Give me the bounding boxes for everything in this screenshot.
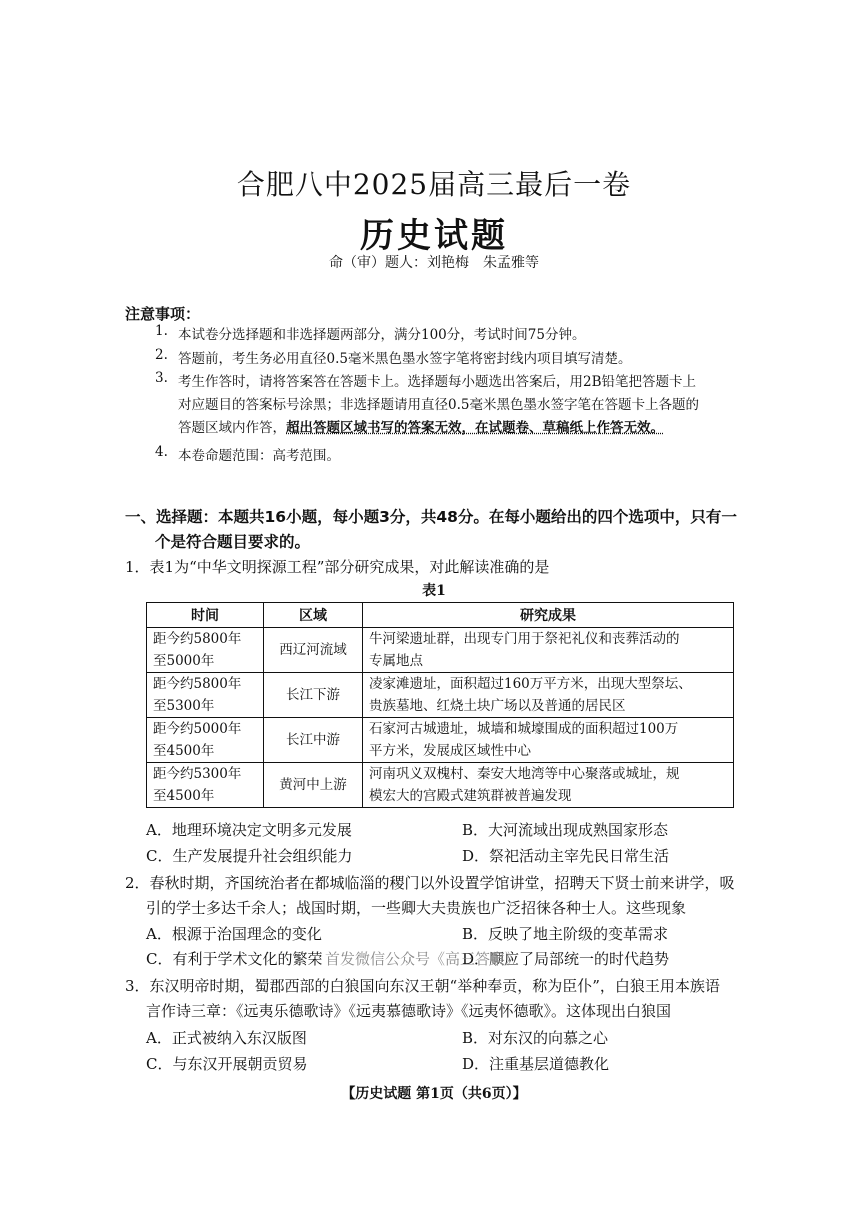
result-line: 模宏大的宫殿式建筑群被普遍发现 [369, 788, 572, 804]
region-cell: 西辽河流域 [264, 628, 363, 673]
result-line: 凌家滩遗址，面积超过160万平方米，出现大型祭坛、 [369, 676, 692, 692]
table-header: 研究成果 [363, 603, 734, 628]
region-cell: 长江下游 [264, 673, 363, 718]
watermark-text: 首发微信公众号《高三答案》 [325, 950, 521, 968]
q3-option-b[interactable]: B．对东汉的向慕之心 [462, 1029, 609, 1047]
notice-text: 答题区域内作答， [178, 420, 286, 436]
result-line: 石家河古城遗址，城墙和城壕围成的面积超过100万 [369, 721, 679, 737]
time-cell [147, 628, 264, 673]
notice-emphasis: 超出答题区域书写的答案无效，在试题卷、草稿纸上作答无效。 [286, 420, 664, 436]
notice-num: 2. [155, 347, 168, 363]
notice-text: 答题前，考生务必用直径0.5毫米黑色墨水签字笔将密封线内项目填写清楚。 [178, 351, 632, 367]
q1-option-a[interactable]: A．地理环境决定文明多元发展 [146, 821, 352, 839]
table-row [147, 718, 734, 763]
time-line: 至4500年 [153, 788, 215, 804]
time-line: 距今约5000年 [153, 721, 242, 737]
section-heading: 一、选择题：本题共16小题，每小题3分，共48分。在每小题给出的四个选项中，只有一 [125, 508, 737, 526]
result-cell [363, 628, 734, 673]
research-table [146, 602, 734, 808]
q1-option-d[interactable]: D．祭祀活动主宰先民日常生活 [462, 847, 670, 865]
notice-text-last [178, 416, 664, 436]
table-row [147, 763, 734, 808]
result-line: 贵族墓地、红烧土块广场以及普通的居民区 [369, 698, 626, 714]
time-cell [147, 718, 264, 763]
notice-num: 3. [155, 370, 168, 386]
q2-option-c[interactable]: C．有利于学术文化的繁荣 [146, 950, 323, 968]
q3-option-a[interactable]: A．正式被纳入东汉版图 [146, 1029, 307, 1047]
q1-option-b[interactable]: B．大河流域出现成熟国家形态 [462, 821, 669, 839]
q2-option-d[interactable]: D．顺应了局部统一的时代趋势 [462, 950, 670, 968]
table-header-row [147, 603, 734, 628]
notice-text: 考生作答时，请将答案答在答题卡上。选择题每小题选出答案后，用2B铅笔把答题卡上 [178, 374, 697, 390]
time-line: 距今约5800年 [153, 676, 242, 692]
time-line: 至5300年 [153, 698, 215, 714]
school-title: 合肥八中2025届高三最后一卷 [236, 168, 632, 201]
section-heading-cont: 个是符合题目要求的。 [155, 533, 311, 551]
q3-stem-cont: 言作诗三章：《远夷乐德歌诗》《远夷慕德歌诗》《远夷怀德歌》。这体现出白狼国 [146, 1002, 672, 1020]
region-cell: 长江中游 [264, 718, 363, 763]
result-cell [363, 763, 734, 808]
q2-option-b[interactable]: B．反映了地主阶级的变革需求 [462, 925, 669, 943]
q1-stem: 1．表1为“中华文明探源工程”部分研究成果，对此解读准确的是 [125, 558, 550, 576]
table-row [147, 673, 734, 718]
notice-text: 对应题目的答案标号涂黑；非选择题请用直径0.5毫米黑色墨水签字笔在答题卡上各题的 [178, 397, 699, 413]
q3-stem: 3．东汉明帝时期，蜀郡西部的白狼国向东汉王朝“举种奉贡，称为臣仆”，白狼王用本族语 [125, 977, 720, 995]
q3-option-c[interactable]: C．与东汉开展朝贡贸易 [146, 1055, 308, 1073]
result-cell [363, 673, 734, 718]
time-line: 至5000年 [153, 653, 215, 669]
time-line: 至4500年 [153, 743, 215, 759]
time-line: 距今约5800年 [153, 631, 242, 647]
notice-text: 本试卷分选择题和非选择题两部分，满分100分，考试时间75分钟。 [178, 327, 586, 343]
table-caption: 表1 [422, 583, 446, 599]
q2-option-a[interactable]: A．根源于治国理念的变化 [146, 925, 322, 943]
time-cell [147, 763, 264, 808]
region-cell: 黄河中上游 [264, 763, 363, 808]
q3-option-d[interactable]: D．注重基层道德教化 [462, 1055, 610, 1073]
table-header: 时间 [147, 603, 264, 628]
result-line: 平方米，发展成区域性中心 [369, 743, 531, 759]
notice-heading: 注意事项： [125, 305, 201, 323]
q2-stem-cont: 引的学士多达千余人；战国时期，一些卿大夫贵族也广泛招徕各种士人。这些现象 [146, 899, 687, 917]
result-cell [363, 718, 734, 763]
result-line: 牛河梁遗址群，出现专门用于祭祀礼仪和丧葬活动的 [369, 631, 680, 647]
page-footer: 【历史试题 第1页（共6页）】 [341, 1086, 527, 1102]
time-line: 距今约5300年 [153, 766, 242, 782]
result-line: 河南巩义双槐村、秦安大地湾等中心聚落或城址，规 [369, 766, 680, 782]
result-line: 专属地点 [369, 653, 423, 669]
notice-text: 本卷命题范围：高考范围。 [178, 448, 340, 464]
notice-num: 4. [155, 444, 168, 460]
q2-stem: 2．春秋时期，齐国统治者在都城临淄的稷门以外设置学馆讲堂，招聘天下贤士前来讲学，吸 [125, 874, 735, 892]
table-header: 区域 [264, 603, 363, 628]
subject-title: 历史试题 [360, 216, 508, 256]
authors-line: 命（审）题人：刘艳梅 朱孟雅等 [329, 255, 539, 271]
notice-num: 1. [155, 323, 168, 339]
time-cell [147, 673, 264, 718]
q1-option-c[interactable]: C．生产发展提升社会组织能力 [146, 847, 353, 865]
table-row [147, 628, 734, 673]
